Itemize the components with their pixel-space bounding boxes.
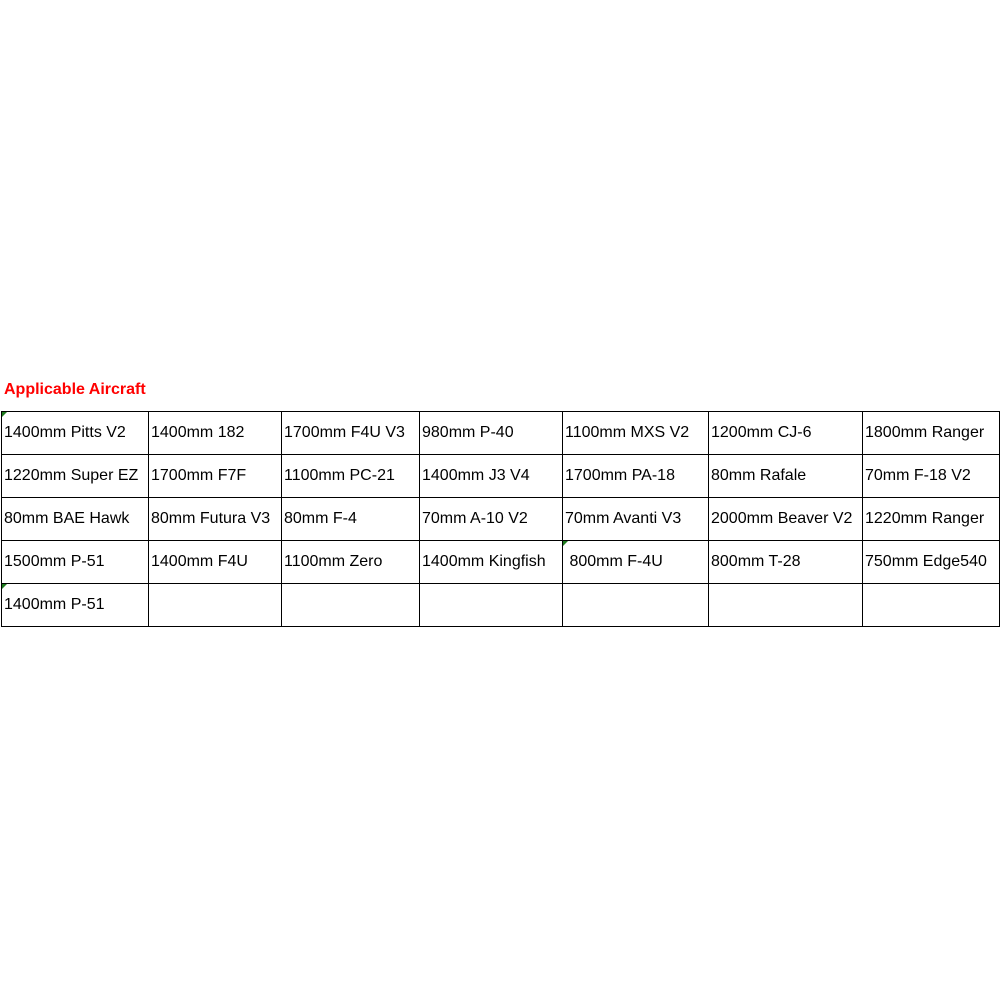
table-row (2, 498, 1000, 541)
table-cell (149, 584, 282, 627)
table-cell: 1500mm P-51 (2, 541, 149, 584)
table-row (2, 455, 1000, 498)
table-cell: 80mm F-4 (282, 498, 420, 541)
table-cell: 800mm T-28 (709, 541, 863, 584)
cell-marker (2, 412, 7, 417)
page-title: Applicable Aircraft (4, 381, 146, 398)
table-cell: 1400mm F4U (149, 541, 282, 584)
table-cell: 1100mm Zero (282, 541, 420, 584)
table-row (2, 541, 1000, 584)
table-cell: 1220mm Ranger (863, 498, 1000, 541)
aircraft-table (1, 411, 1000, 627)
table-cell: 70mm A-10 V2 (420, 498, 563, 541)
table-cell: 980mm P-40 (420, 412, 563, 455)
table-cell: 1800mm Ranger (863, 412, 1000, 455)
table-cell (563, 584, 709, 627)
table-cell (863, 584, 1000, 627)
table-cell: 1400mm 182 (149, 412, 282, 455)
table-cell: 80mm Futura V3 (149, 498, 282, 541)
cell-text: 1400mm Pitts V2 (4, 424, 126, 441)
table-cell: 1100mm MXS V2 (563, 412, 709, 455)
table-cell: 2000mm Beaver V2 (709, 498, 863, 541)
table-cell: 80mm Rafale (709, 455, 863, 498)
table-cell: 1700mm PA-18 (563, 455, 709, 498)
table-cell: 1220mm Super EZ (2, 455, 149, 498)
table-cell (2, 412, 149, 455)
table-cell (2, 584, 149, 627)
table-row (2, 412, 1000, 455)
table-cell: 1200mm CJ-6 (709, 412, 863, 455)
table-cell (563, 541, 709, 584)
table-cell: 70mm F-18 V2 (863, 455, 1000, 498)
table-cell: 1100mm PC-21 (282, 455, 420, 498)
table-cell: 70mm Avanti V3 (563, 498, 709, 541)
table-cell (282, 584, 420, 627)
cell-text: 800mm F-4U (565, 553, 663, 570)
table-cell (709, 584, 863, 627)
cell-text: 1400mm P-51 (4, 596, 105, 613)
table-cell: 1400mm J3 V4 (420, 455, 563, 498)
table-cell: 80mm BAE Hawk (2, 498, 149, 541)
table-cell: 1400mm Kingfish (420, 541, 563, 584)
table-cell: 1700mm F7F (149, 455, 282, 498)
table-cell: 1700mm F4U V3 (282, 412, 420, 455)
table-cell: 750mm Edge540 (863, 541, 1000, 584)
cell-marker (2, 584, 7, 589)
cell-marker (563, 541, 568, 546)
table-cell (420, 584, 563, 627)
table-row (2, 584, 1000, 627)
